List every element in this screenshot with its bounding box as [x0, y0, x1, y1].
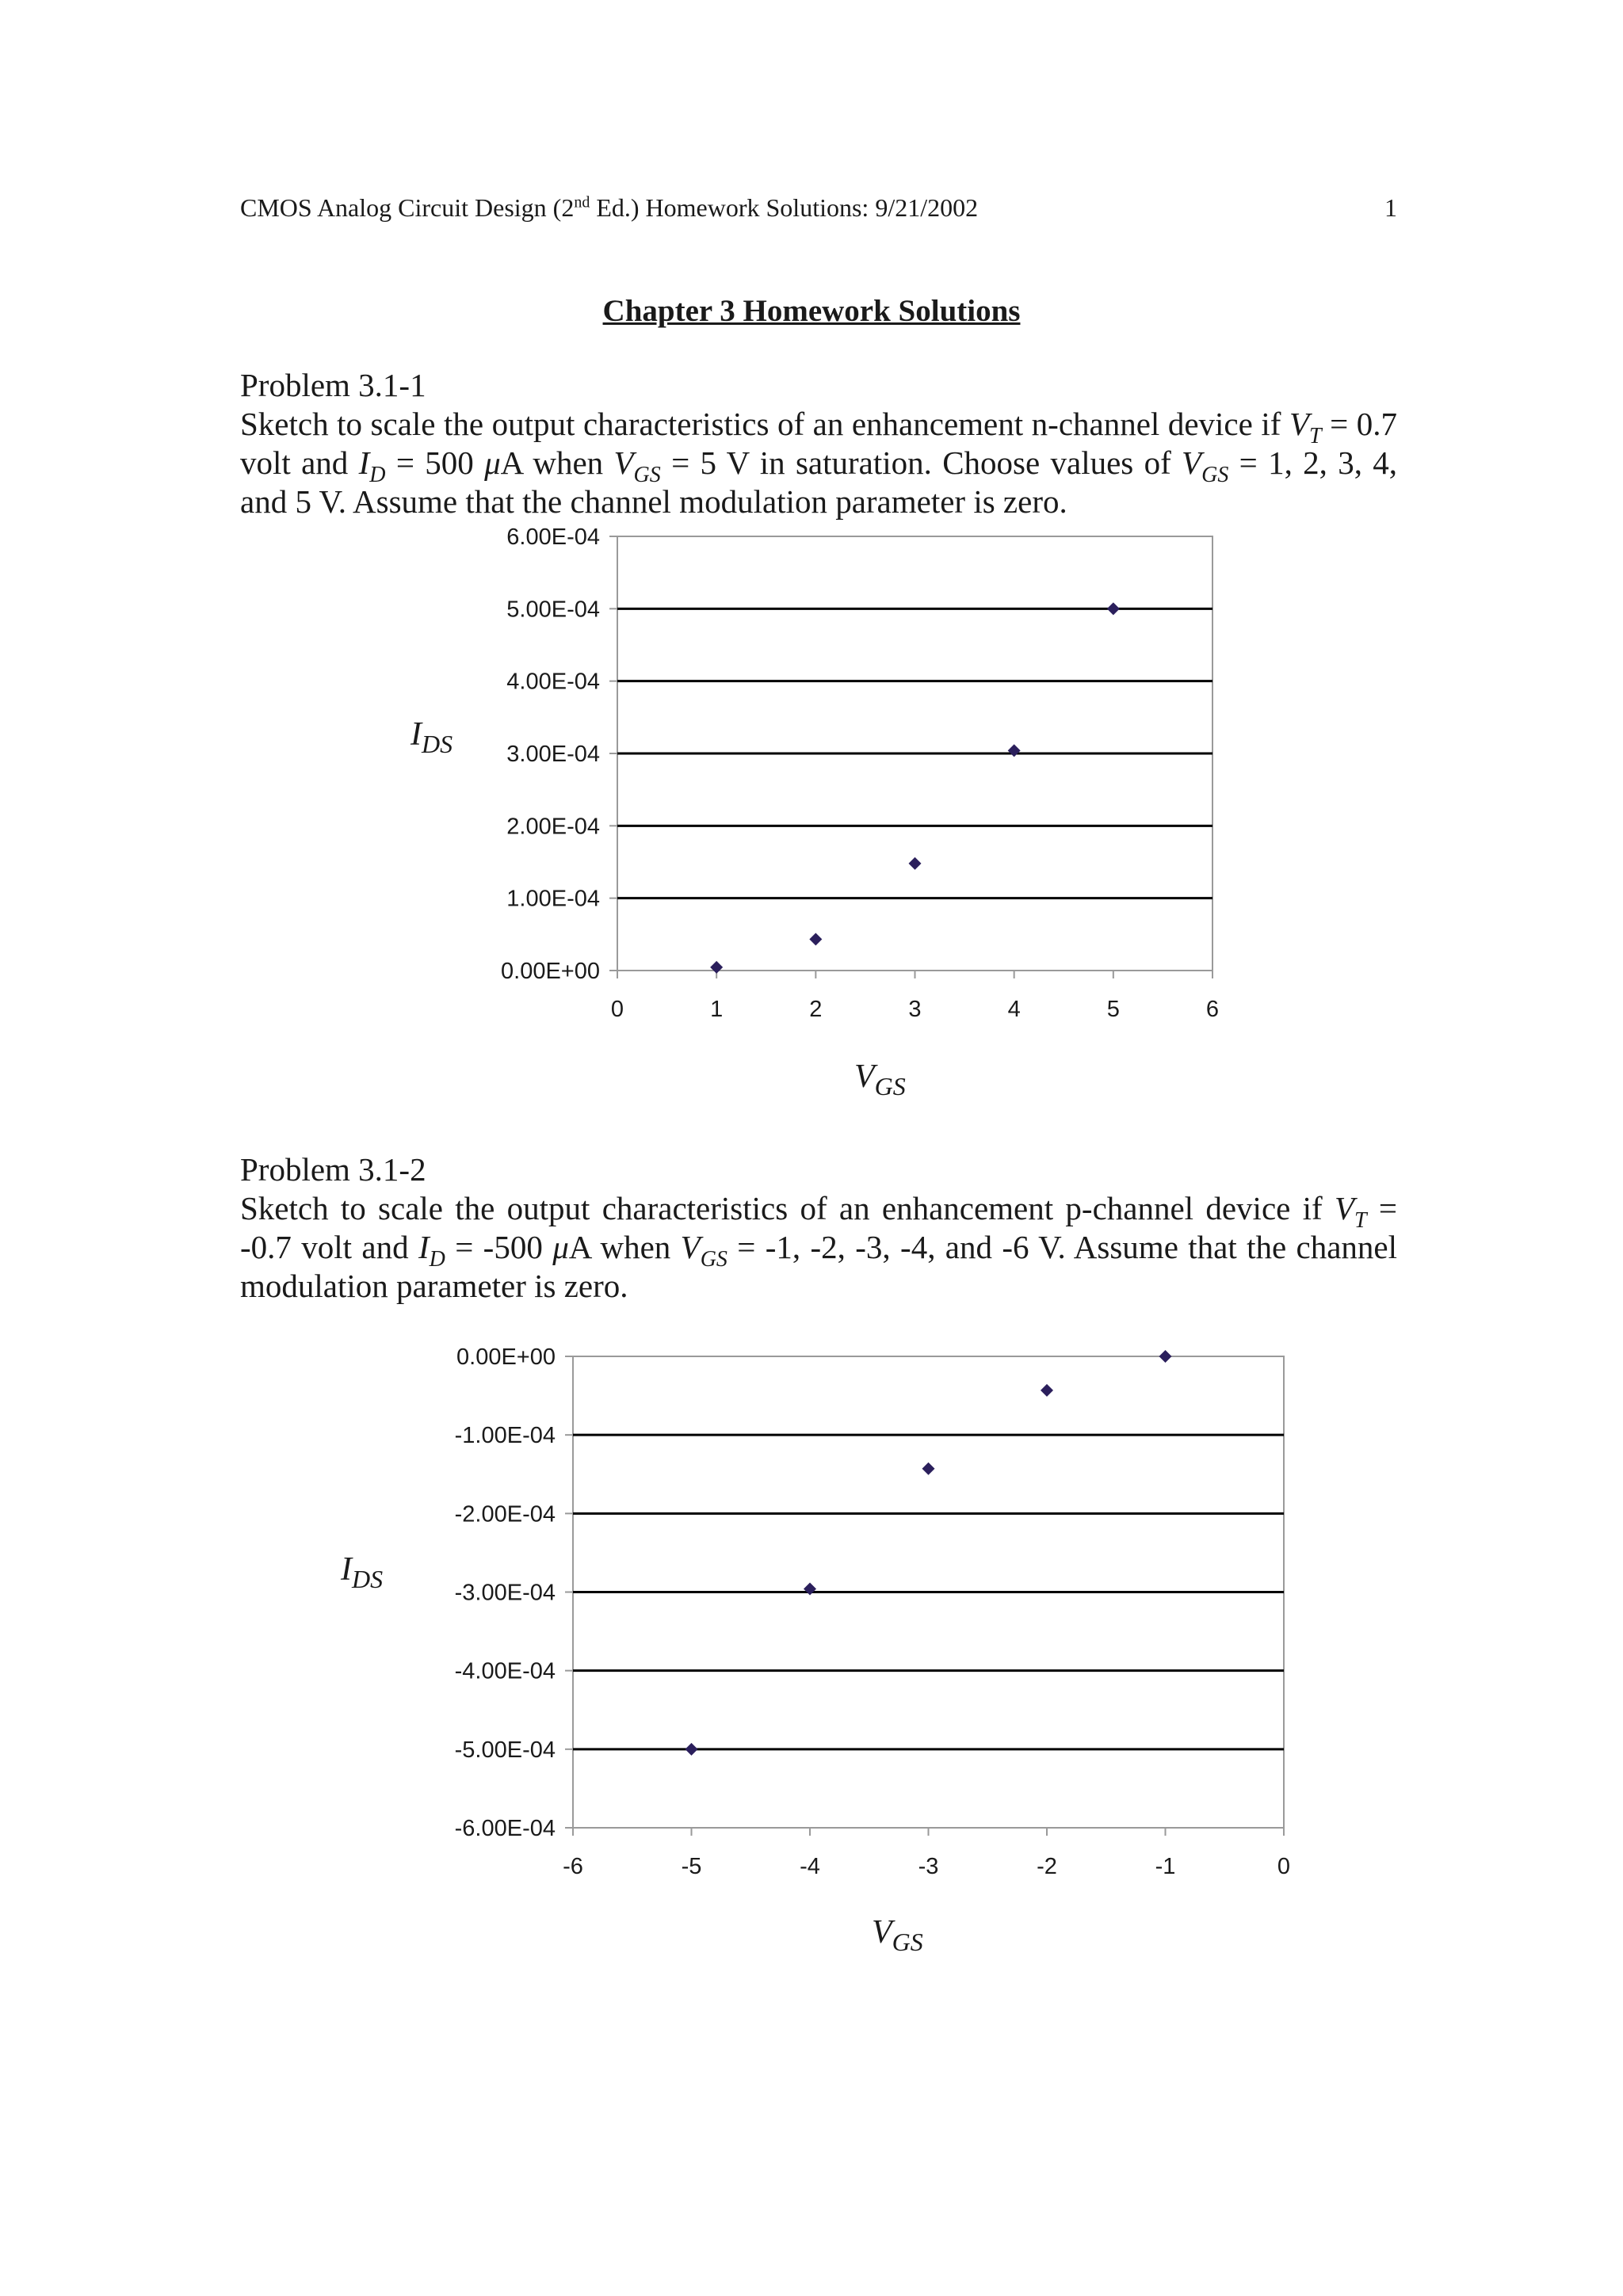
header-text: CMOS Analog Circuit Design (2nd Ed.) Homework Solutions: 9/21/2002 [240, 193, 979, 222]
y-axis-label: $I_{DS}$ [341, 1551, 384, 1593]
x-axis-label: $V_{GS}$ [872, 1914, 923, 1956]
problem-label: Problem 3.1-1 [240, 367, 426, 403]
x-tick-label: 5 [1106, 997, 1120, 1022]
x-tick-label: 6 [1205, 997, 1220, 1022]
x-tick-label: -4 [800, 1854, 820, 1879]
x-tick-label: 4 [1007, 997, 1021, 1022]
problem-statement: Sketch to scale the output characteristics of an enhancement n-channel device if $V_T = 0.7$ volt and $I_D = 500$ μA when $V_{GS} = 5$ V in saturation. Choose values of $V_{GS} = 1$, 2, 3, 4, and 5 V. Assume that the channel modulation parameter is zero. [240, 406, 1398, 520]
x-tick-label: -1 [1155, 1854, 1176, 1879]
y-tick-label: 0.00E+00 [501, 959, 600, 984]
y-tick-label: 3.00E-04 [506, 742, 600, 767]
problem-statement: Sketch to scale the output characteristics of an enhancement p-channel device if $V_T = -0.7$ volt and $I_D = -500$ μA when $V_{GS} = -1$, -2, -3, -4, and -6 V. Assume that the channel modulation parameter is zero. [240, 1190, 1398, 1304]
y-tick-label: -2.00E-04 [454, 1501, 556, 1527]
x-tick-label: 0 [1277, 1854, 1291, 1879]
x-axis-label: $V_{GS}$ [854, 1058, 906, 1100]
y-tick-label: -3.00E-04 [454, 1580, 556, 1606]
y-axis-label: $I_{DS}$ [411, 716, 453, 758]
y-tick-label: 4.00E-04 [506, 669, 600, 695]
x-tick-label: 3 [908, 997, 922, 1022]
chapter-title: Chapter 3 Homework Solutions [602, 294, 1021, 328]
x-tick-label: -5 [681, 1854, 702, 1879]
y-tick-label: -1.00E-04 [454, 1423, 556, 1449]
x-tick-label: 0 [610, 997, 624, 1022]
data-point [1041, 1384, 1053, 1397]
data-point [922, 1463, 935, 1475]
x-tick-label: 2 [809, 997, 823, 1022]
data-point [804, 1583, 816, 1596]
x-tick-label: -6 [563, 1854, 583, 1879]
y-tick-label: 2.00E-04 [506, 814, 600, 840]
y-tick-label: 5.00E-04 [506, 597, 600, 623]
page-number: 1 [1384, 193, 1397, 222]
y-tick-label: -6.00E-04 [454, 1816, 556, 1841]
y-tick-label: 6.00E-04 [506, 524, 600, 550]
y-tick-label: -4.00E-04 [454, 1658, 556, 1684]
y-tick-label: -5.00E-04 [454, 1737, 556, 1763]
x-tick-label: 1 [710, 997, 724, 1022]
x-tick-label: -2 [1037, 1854, 1057, 1879]
data-point [1159, 1350, 1172, 1363]
y-tick-label: 0.00E+00 [456, 1344, 556, 1370]
x-tick-label: -3 [918, 1854, 939, 1879]
data-point [685, 1743, 698, 1756]
problem-label: Problem 3.1-2 [240, 1151, 426, 1188]
y-tick-label: 1.00E-04 [506, 886, 600, 912]
